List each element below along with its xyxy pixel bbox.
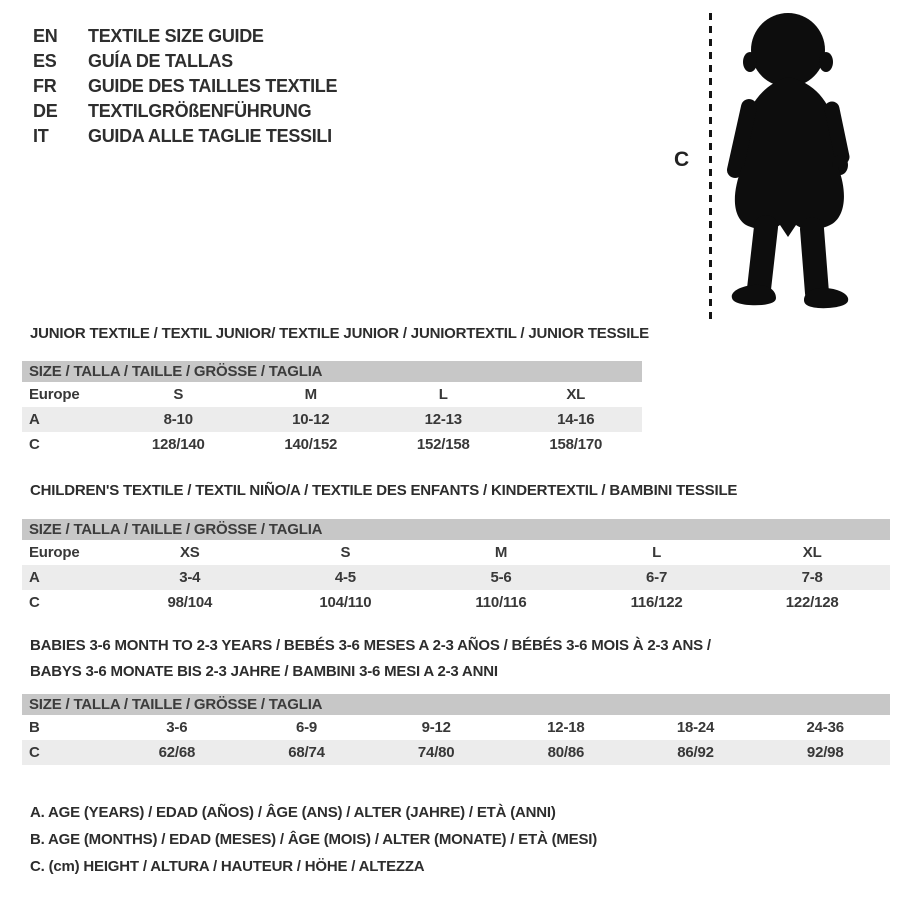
language-row (33, 49, 337, 74)
section-title-children: CHILDREN'S TEXTILE / TEXTIL NIÑO/A / TEXTILE DES ENFANTS / KINDERTEXTIL / BAMBINI TESSILE (30, 482, 738, 499)
table-cell: 140/152 (284, 436, 338, 453)
table-cell: 18-24 (676, 719, 715, 736)
table-row (22, 382, 642, 407)
row-label: A (29, 569, 40, 586)
row-label: B (29, 719, 40, 736)
table-cell: 110/116 (475, 594, 527, 611)
table-cell: L (652, 544, 662, 561)
table-cell: 98/104 (167, 594, 213, 611)
table-row (22, 540, 890, 565)
table-cell: 7-8 (801, 569, 823, 586)
table-cell: 9-12 (421, 719, 451, 736)
language-row (33, 24, 337, 49)
row-label: C (29, 594, 40, 611)
footnote-line: C. (cm) HEIGHT / ALTURA / HAUTEUR / HÖHE / ALTEZZA (30, 858, 425, 875)
language-row (33, 74, 337, 99)
table-cell: 24-36 (806, 719, 844, 736)
table-row (22, 565, 890, 590)
footnote-line: B. AGE (MONTHS) / EDAD (MESES) / ÂGE (MOIS) / ALTER (MONATE) / ETÀ (MESI) (30, 831, 598, 848)
section-title-babies: BABIES 3-6 MONTH TO 2-3 YEARS / BEBÉS 3-6 MESES A 2-3 AÑOS / BÉBÉS 3-6 MOIS À 2-3 ANS / BABYS 3-6 MONATE BIS 2-3 JAHRE / BAMBINI 3-6 MESI A 2-3 ANNI (30, 637, 711, 680)
table-cell: 116/122 (630, 594, 683, 611)
table-cell: 8-10 (163, 411, 193, 428)
table-cell: 152/158 (416, 436, 470, 453)
language-code: EN (33, 26, 58, 46)
language-label: TEXTILGRÖßENFÜHRUNG (88, 101, 312, 121)
language-row (33, 99, 337, 124)
children-size-table (22, 519, 890, 615)
height-measure-label: C (674, 148, 690, 171)
language-label: GUIDA ALLE TAGLIE TESSILI (88, 126, 332, 146)
table-cell: 6-7 (646, 569, 668, 586)
table-cell: 128/140 (151, 436, 205, 453)
table-cell: 86/92 (677, 744, 714, 761)
table-cell: XL (566, 386, 586, 403)
language-list (33, 24, 337, 149)
table-header-bar: SIZE / TALLA / TAILLE / GRÖSSE / TAGLIA (22, 519, 890, 540)
table-cell: 62/68 (158, 744, 196, 761)
table-cell: 14-16 (557, 411, 595, 428)
table-cell: 5-6 (490, 569, 512, 586)
table-cell: XL (802, 544, 822, 561)
table-cell: M (494, 544, 508, 561)
row-label: C (29, 744, 40, 761)
table-cell: 12-13 (424, 411, 462, 428)
table-cell: L (438, 386, 448, 403)
table-cell: 80/86 (547, 744, 585, 761)
language-row (33, 124, 337, 149)
table-cell: 6-9 (295, 719, 318, 736)
table-cell: 74/80 (417, 744, 455, 761)
table-cell: 3-4 (179, 569, 201, 586)
language-code: ES (33, 51, 57, 71)
junior-size-table (22, 361, 642, 457)
height-dotted-line (709, 13, 712, 319)
table-header-bar: SIZE / TALLA / TAILLE / GRÖSSE / TAGLIA (22, 694, 890, 715)
footnotes (30, 799, 597, 880)
table-cell: S (340, 544, 351, 561)
table-row (22, 715, 890, 740)
table-cell: 122/128 (785, 594, 839, 611)
table-cell: 3-6 (166, 719, 188, 736)
table-header-bar: SIZE / TALLA / TAILLE / GRÖSSE / TAGLIA (22, 361, 642, 382)
table-row (22, 432, 642, 457)
table-cell: M (304, 386, 317, 403)
table-row (22, 407, 642, 432)
language-code: DE (33, 101, 58, 121)
footnote-line: A. AGE (YEARS) / EDAD (AÑOS) / ÂGE (ANS) / ALTER (JAHRE) / ETÀ (ANNI) (30, 804, 556, 821)
row-label: Europe (29, 544, 80, 561)
table-cell: XS (179, 544, 200, 561)
table-cell: 4-5 (334, 569, 356, 586)
table-cell: 92/98 (806, 744, 844, 761)
table-row (22, 590, 890, 615)
language-label: TEXTILE SIZE GUIDE (88, 26, 264, 46)
row-label: Europe (29, 386, 80, 403)
language-code: FR (33, 76, 57, 96)
language-code: IT (33, 126, 49, 146)
table-cell: 10-12 (292, 411, 330, 428)
table-cell: 104/110 (319, 594, 372, 611)
table-cell: S (173, 386, 184, 403)
table-cell: 158/170 (549, 436, 603, 453)
table-cell: 68/74 (288, 744, 325, 761)
toddler-silhouette-icon (718, 5, 866, 315)
row-label: A (29, 411, 40, 428)
language-label: GUIDE DES TAILLES TEXTILE (88, 76, 338, 96)
language-label: GUÍA DE TALLAS (88, 51, 233, 71)
table-row (22, 740, 890, 765)
section-title-junior: JUNIOR TEXTILE / TEXTIL JUNIOR/ TEXTILE JUNIOR / JUNIORTEXTIL / JUNIOR TESSILE (30, 325, 649, 342)
row-label: C (29, 436, 40, 453)
table-cell: 12-18 (547, 719, 585, 736)
babies-size-table (22, 694, 890, 765)
